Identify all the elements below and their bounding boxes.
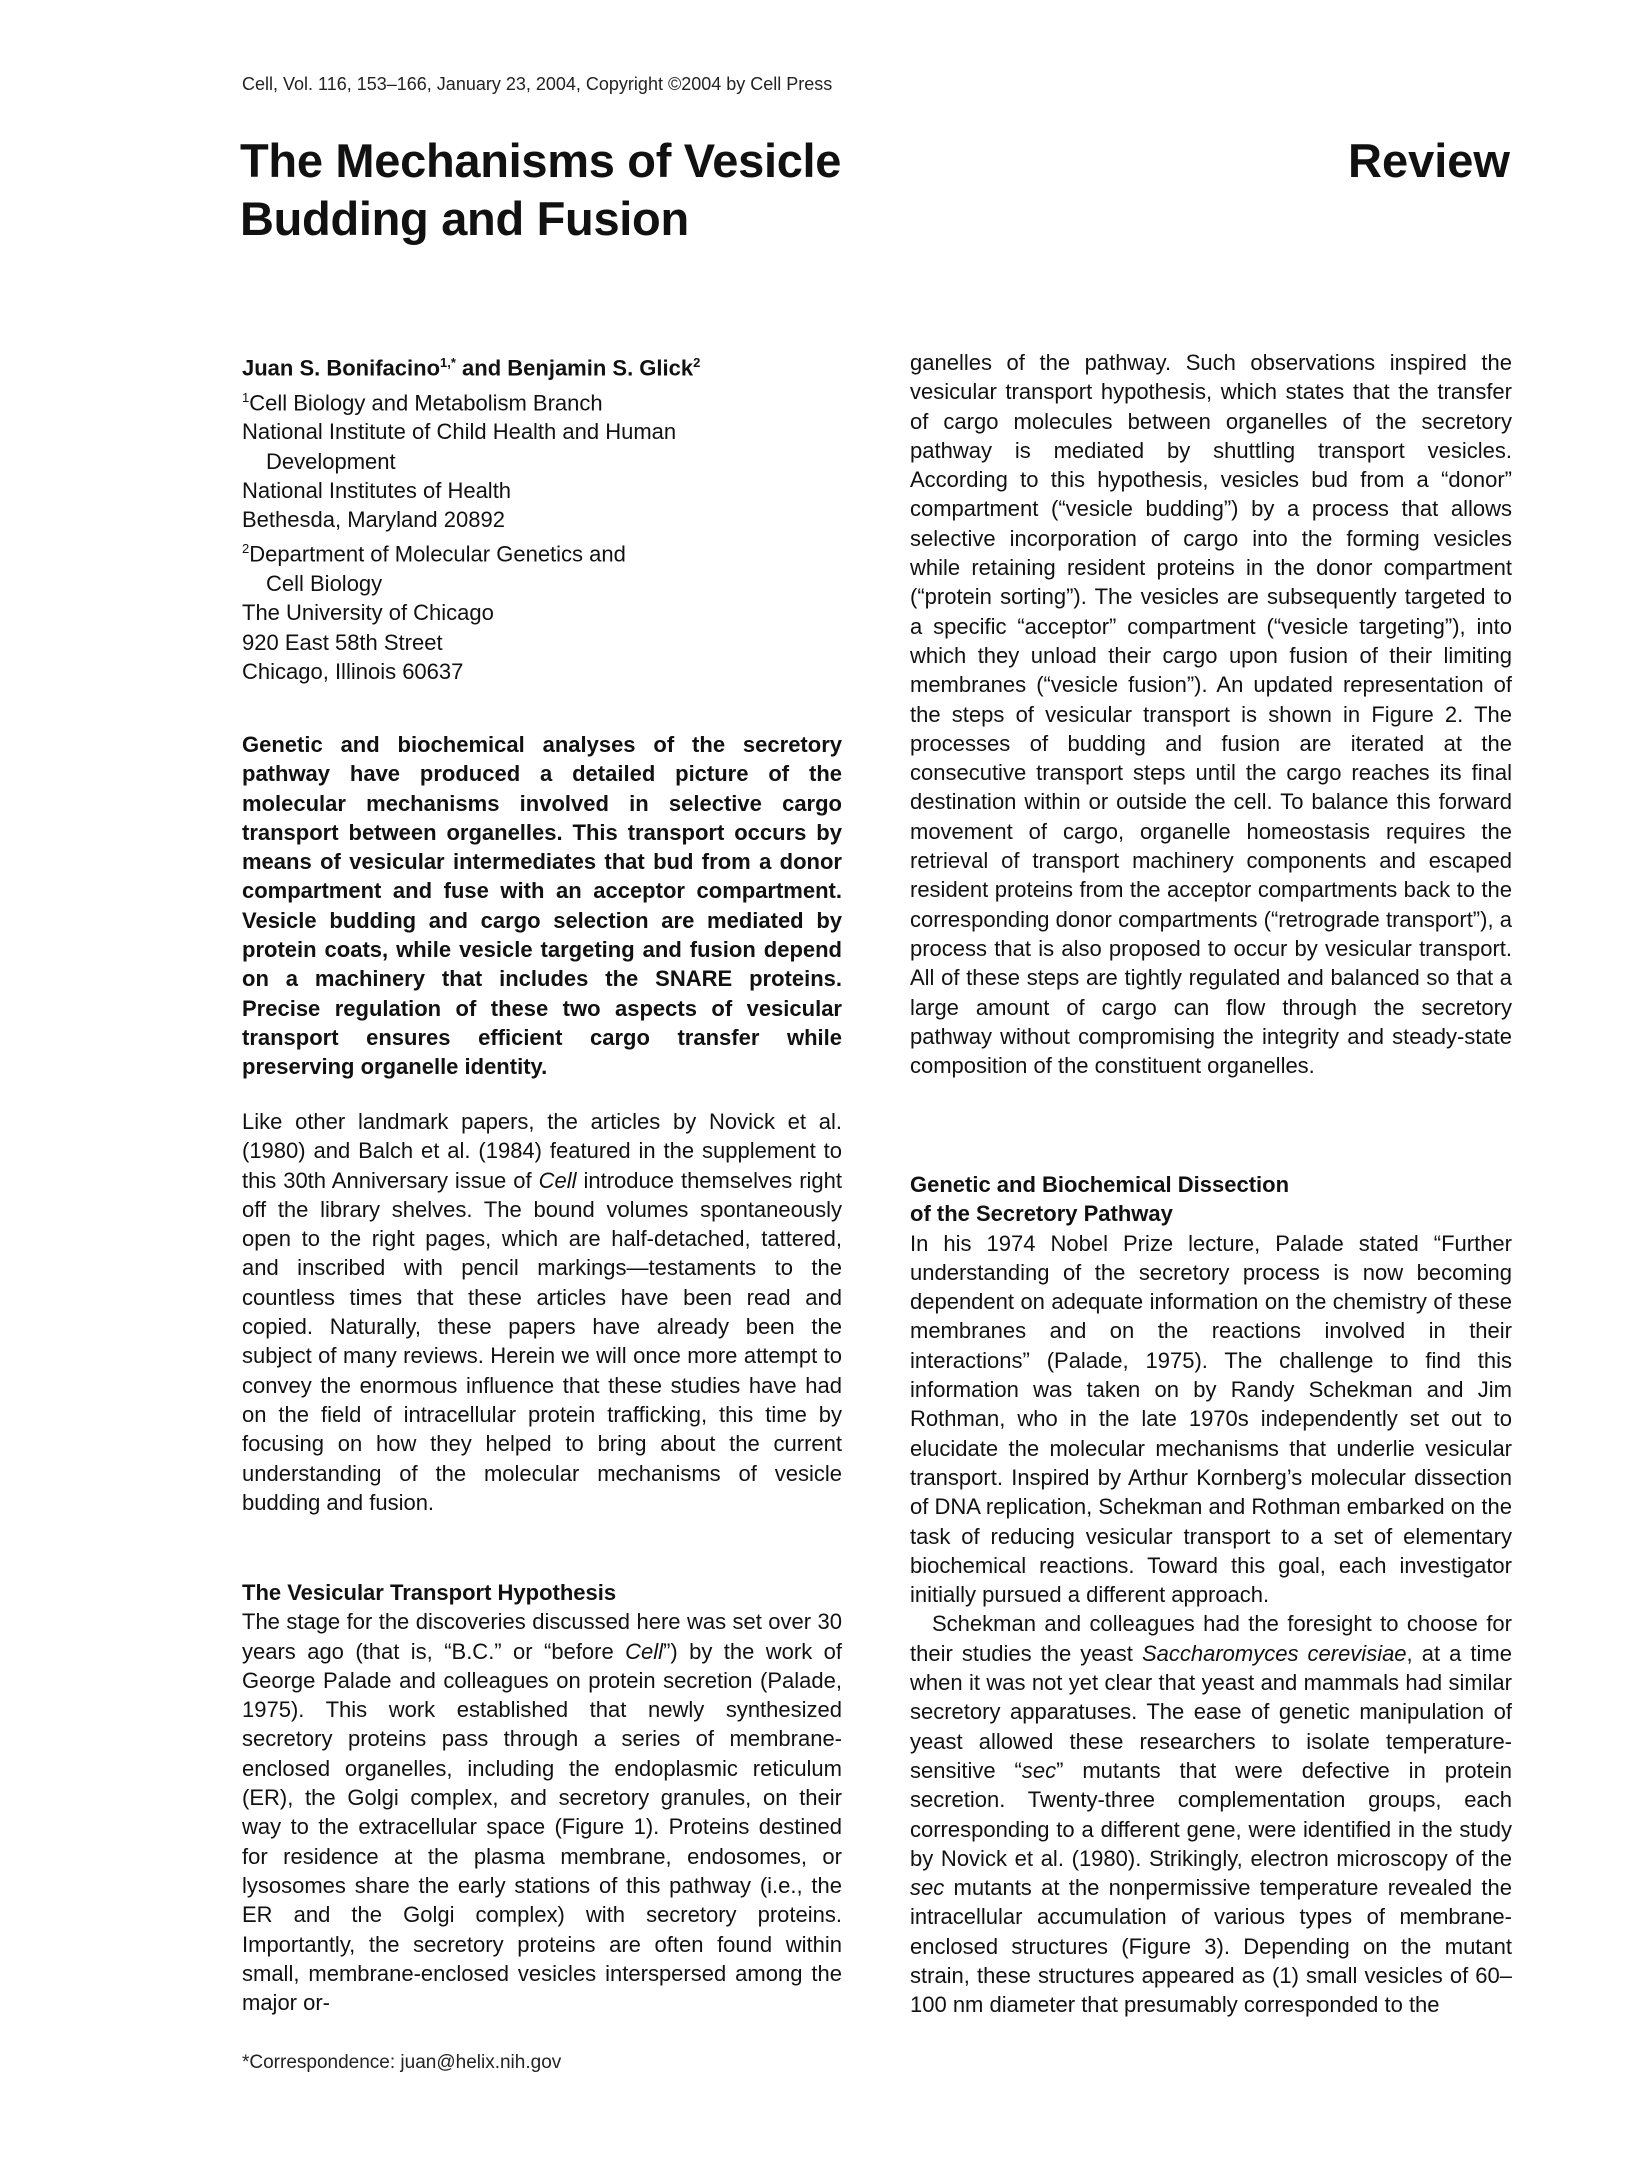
intro-paragraph: Like other landmark papers, the articles by Novick et al. (1980) and Balch et al. (1984) featured in the supplement to this 30th Anniversary issue of Cell introduce themselves right off the library shelves. The bound volumes spontaneously open to the right pages, which are half-detached, tattered, and inscribed with pencil markings—testaments to the countless times that these articles have been read and copied. Naturally, these papers have already been the subject of many reviews. Herein we will once more attempt to convey the enormous influence that these studies have had on the field of intracellular protein trafficking, this time by focusing on how they helped to bring about the current understanding of the molecular mechanisms of vesicle budding and fusion. bbox=[242, 1109, 842, 1515]
journal-citation: Cell, Vol. 116, 153–166, January 23, 2004, Copyright ©2004 by Cell Press bbox=[242, 74, 833, 94]
section-heading: Genetic and Biochemical Dissection of the Secretory Pathway bbox=[910, 1172, 1290, 1227]
article-type-label: Review bbox=[1348, 134, 1510, 187]
section-paragraph: In his 1974 Nobel Prize lecture, Palade stated “Further understanding of the secretory process is now becoming dependent on adequate information on the chemistry of these membranes and on the reactions involved in their interactions” (Palade, 1975). The challenge to find this information was taken on by Randy Schekman and Jim Rothman, who in the late 1970s independently set out to elucidate the molecular mechanisms that underlie vesicular transport. Inspired by Arthur Kornberg’s molecular dissection of DNA replication, Schekman and Rothman embarked on the task of reducing vesicular transport to a set of elementary biochemical reactions. Toward this goal, each investigator initially pursued a different approach. bbox=[910, 1230, 1512, 1608]
section-genetic-dissection bbox=[910, 1170, 1512, 2020]
affiliation-1-line: National Institute of Child Health and Human bbox=[242, 419, 677, 445]
affiliation-2: $^2$Department of Molecular Genetics and bbox=[242, 541, 626, 567]
section-body-continuation: ganelles of the pathway. Such observations inspired the vesicular transport hypothesis, which states that the transfer of cargo molecules between organelles of the secretory pathway is mediated by shuttling transport vesicles. According to this hypothesis, vesicles bud from a “donor” compartment (“vesicle budding”) by a process that allows selective incorporation of cargo into the forming vesicles while retaining resident proteins in the donor compartment (“protein sorting”). The vesicles are subsequently targeted to a specific “acceptor” compartment (“vesicle targeting”), into which they unload their cargo upon fusion of their limiting membranes (“vesicle fusion”). An updated representation of the steps of vesicular transport is shown in Figure 2. The processes of budding and fusion are iterated at the consecutive transport steps until the cargo reaches its final destination within or outside the cell. To balance this forward movement of cargo, organelle homeostasis requires the retrieval of transport machinery components and escaped resident proteins from the acceptor compartments back to the corresponding donor compartments (“retrograde transport”), a process that is also proposed to occur by vesicular transport. All of these steps are tightly regulated and balanced so that a large amount of cargo can flow through the secretory pathway without compromising the integrity and steady-state composition of the constituent organelles. bbox=[910, 350, 1512, 1079]
affiliation-2-line: Cell Biology bbox=[266, 571, 383, 597]
affiliation-1-line: Bethesda, Maryland 20892 bbox=[242, 507, 505, 533]
section-body: The stage for the discoveries discussed here was set over 30 years ago (that is, “B.C.” or “before Cell”) by the work of George Palade and colleagues on protein secretion (Palade, 1975). This work established that newly synthesized secretory proteins pass through a series of membrane-enclosed organelles, including the endoplasmic reticulum (ER), the Golgi complex, and secretory granules, on their way to the extracellular space (Figure 1). Proteins destined for residence at the plasma membrane, endosomes, or lysosomes share the early stations of this pathway (i.e., the ER and the Golgi complex) with secretory proteins. Importantly, the secretory proteins are often found within small, membrane-enclosed vesicles interspersed among the major or- bbox=[242, 1609, 842, 2016]
affiliation-2-line: The University of Chicago bbox=[242, 600, 494, 626]
section-paragraph: Schekman and colleagues had the foresight to choose for their studies the yeast Saccharomyces cerevisiae, at a time when it was not yet clear that yeast and mammals had similar secretory apparatuses. The ease of genetic manipulation of yeast allowed these researchers to isolate temperature-sensitive “sec” mutants that were defective in protein secretion. Twenty-three complementation groups, each corresponding to a different gene, were identified in the study by Novick et al. (1980). Strikingly, electron microscopy of the sec mutants at the nonpermissive temperature revealed the intracellular accumulation of various types of membrane-enclosed structures (Figure 3). Depending on the mutant strain, these structures appeared as (1) small vesicles of 60–100 nm diameter that presumably corresponded to the bbox=[910, 1611, 1512, 2018]
affiliation-2-line: 920 East 58th Street bbox=[242, 629, 443, 655]
affiliation-1: $^1$Cell Biology and Metabolism Branch bbox=[242, 389, 603, 415]
section-vesicular-transport bbox=[242, 1578, 842, 2017]
affiliation-1-line: Development bbox=[266, 448, 396, 474]
affiliation-2-line: Chicago, Illinois 60637 bbox=[242, 658, 464, 684]
author-block bbox=[242, 348, 802, 686]
abstract: Genetic and biochemical analyses of the secretory pathway have produced a detailed picture of the molecular mechanisms involved in selective cargo transport between organelles. This transport occurs by means of vesicular intermediates that bud from a donor compartment and fuse with an acceptor compartment. Vesicle budding and cargo selection are mediated by protein coats, while vesicle targeting and fusion depend on a machinery that includes the SNARE proteins. Precise regulation of these two aspects of vesicular transport ensures efficient cargo transfer while preserving organelle identity. bbox=[242, 732, 842, 1080]
correspondence-footnote: *Correspondence: juan@helix.nih.gov bbox=[242, 2052, 562, 2073]
author-names: Juan S. Bonifacino$^{1,*}$ and Benjamin S. Glick$^2$ bbox=[242, 355, 701, 381]
section-heading: The Vesicular Transport Hypothesis bbox=[242, 1580, 617, 1605]
article-title: The Mechanisms of Vesicle Budding and Fusion bbox=[240, 134, 842, 245]
affiliation-1-line: National Institutes of Health bbox=[242, 477, 512, 503]
